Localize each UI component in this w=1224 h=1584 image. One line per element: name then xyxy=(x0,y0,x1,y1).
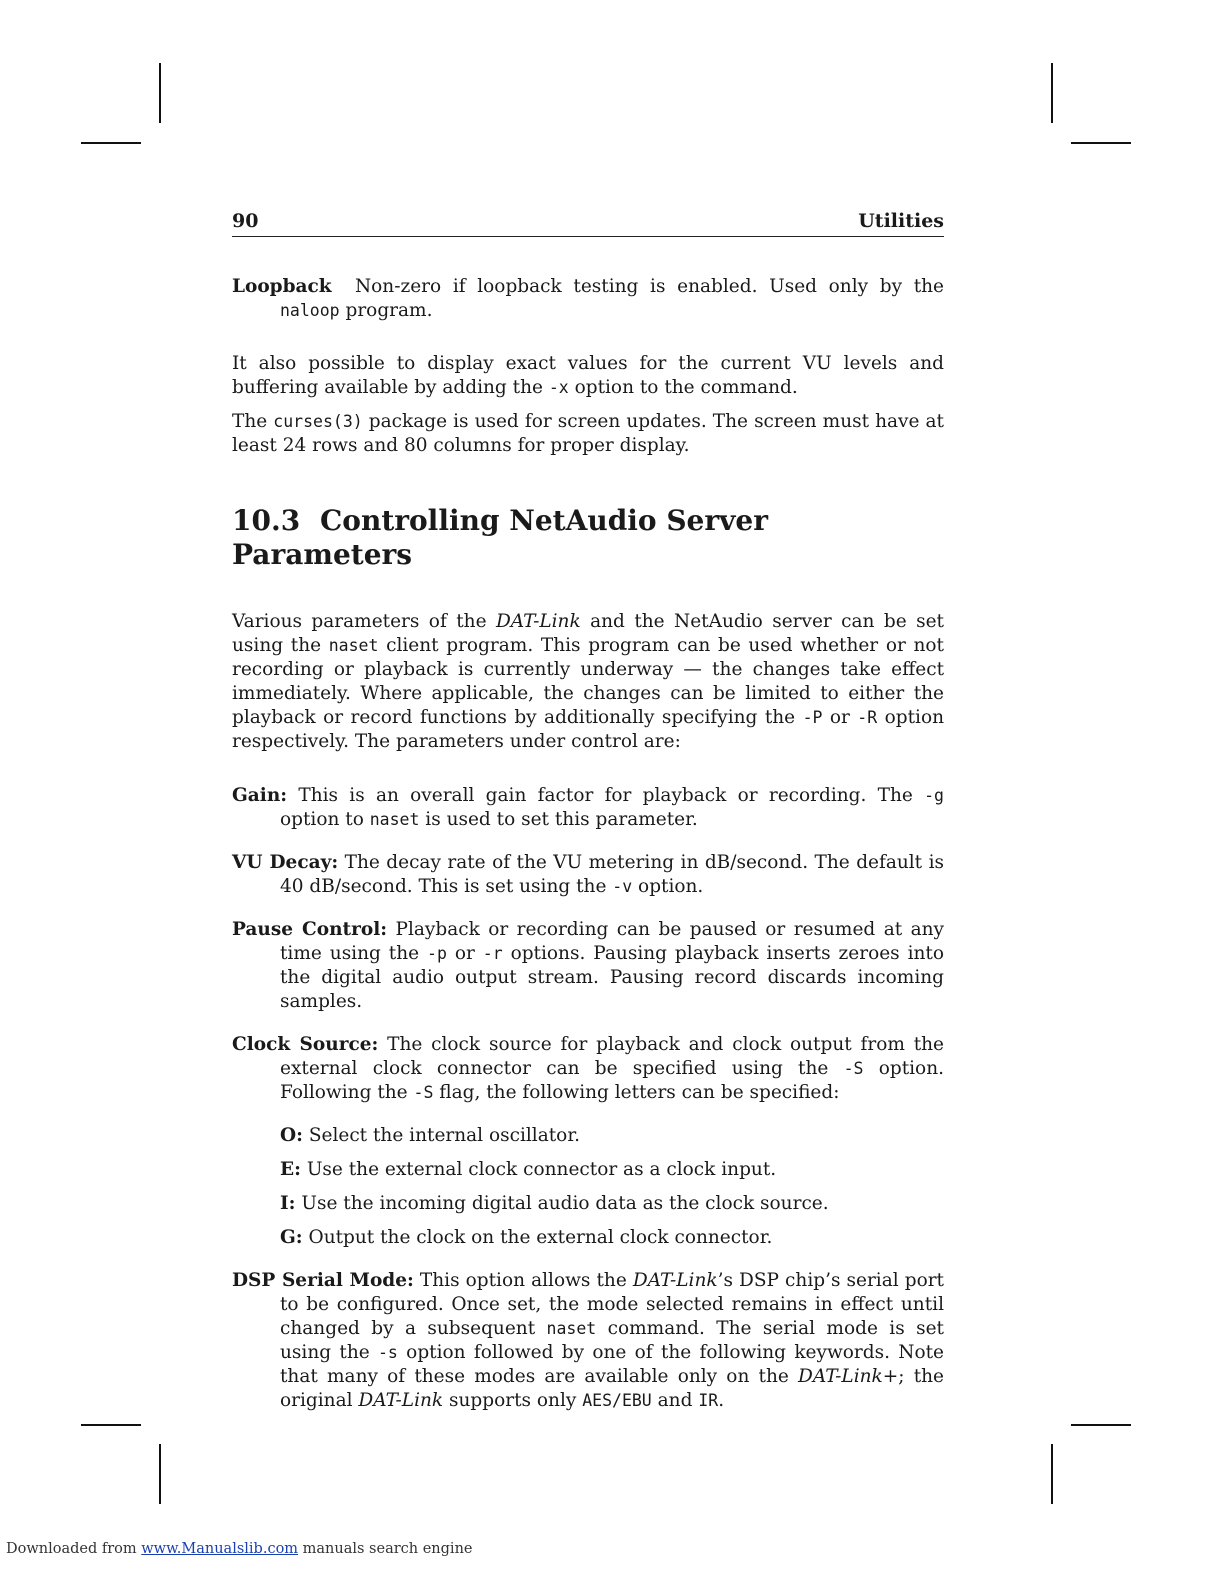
crop-mark xyxy=(81,142,141,144)
dsp-serial-mode-entry: DSP Serial Mode: This option allows the DAT-Link’s DSP chip’s serial port to be configured. Once set, the mode selected remains in effect until changed by a subsequent naset command. The serial mode is set using the -s option followed by one of the following keywords. Note that many of these modes are available only on the DAT-Link+; the original DAT-Link supports only AES/EBU and IR. xyxy=(232,1270,944,1411)
vu-decay-entry: VU Decay: The decay rate of the VU metering in dB/second. The default is 40 dB/second. This is set using the -v option. xyxy=(232,852,944,897)
gain-entry: Gain: This is an overall gain factor for playback or recording. The -g option to naset is used to set this parameter. xyxy=(232,785,944,830)
list-item: G: Output the clock on the external clock connector. xyxy=(280,1227,773,1248)
page-content xyxy=(232,210,944,1413)
list-item: O: Select the internal oscillator. xyxy=(280,1125,581,1146)
crop-mark xyxy=(159,1444,161,1504)
crop-mark xyxy=(159,63,161,123)
crop-mark xyxy=(1071,142,1131,144)
list-item: I: Use the incoming digital audio data as the clock source. xyxy=(280,1193,829,1214)
loopback-entry: Loopback Non-zero if loopback testing is enabled. Used only by the naloop program. xyxy=(232,276,944,321)
crop-mark xyxy=(1051,1444,1053,1504)
running-title: Utilities xyxy=(858,210,944,232)
manualslib-link[interactable]: www.Manualslib.com xyxy=(141,1541,299,1557)
crop-mark xyxy=(1071,1424,1131,1426)
list-item: E: Use the external clock connector as a clock input. xyxy=(280,1159,777,1180)
pause-control-entry: Pause Control: Playback or recording can be paused or resumed at any time using the -p or -r options. Pausing playback inserts zeroes into the digital audio output stream. Pausing record discards incoming samples. xyxy=(232,919,944,1012)
intro-paragraph: Various parameters of the DAT-Link and the NetAudio server can be set using the naset client program. This program can be used whether or not recording or playback is currently underway — the changes take effect immediately. Where applicable, the changes can be limited to either the playback or record functions by additionally specifying the -P or -R option respectively. The parameters under control are: xyxy=(232,611,944,752)
running-header xyxy=(232,210,944,237)
curses-paragraph: The curses(3) package is used for screen updates. The screen must have at least 24 rows and 80 columns for proper display. xyxy=(232,411,944,456)
clock-options-list xyxy=(232,1124,944,1250)
download-footer: Downloaded from www.Manualslib.com manuals search engine xyxy=(6,1541,473,1557)
clock-source-entry: Clock Source: The clock source for playback and clock output from the external clock connector can be specified using the -S option. Following the -S flag, the following letters can be specified: xyxy=(232,1034,944,1103)
crop-mark xyxy=(81,1424,141,1426)
page-number: 90 xyxy=(232,210,259,232)
vu-values-paragraph: It also possible to display exact values for the current VU levels and buffering available by adding the -x option to the command. xyxy=(232,353,944,398)
section-heading: 10.3 Controlling NetAudio Server Parameters xyxy=(232,504,768,571)
crop-mark xyxy=(1051,63,1053,123)
